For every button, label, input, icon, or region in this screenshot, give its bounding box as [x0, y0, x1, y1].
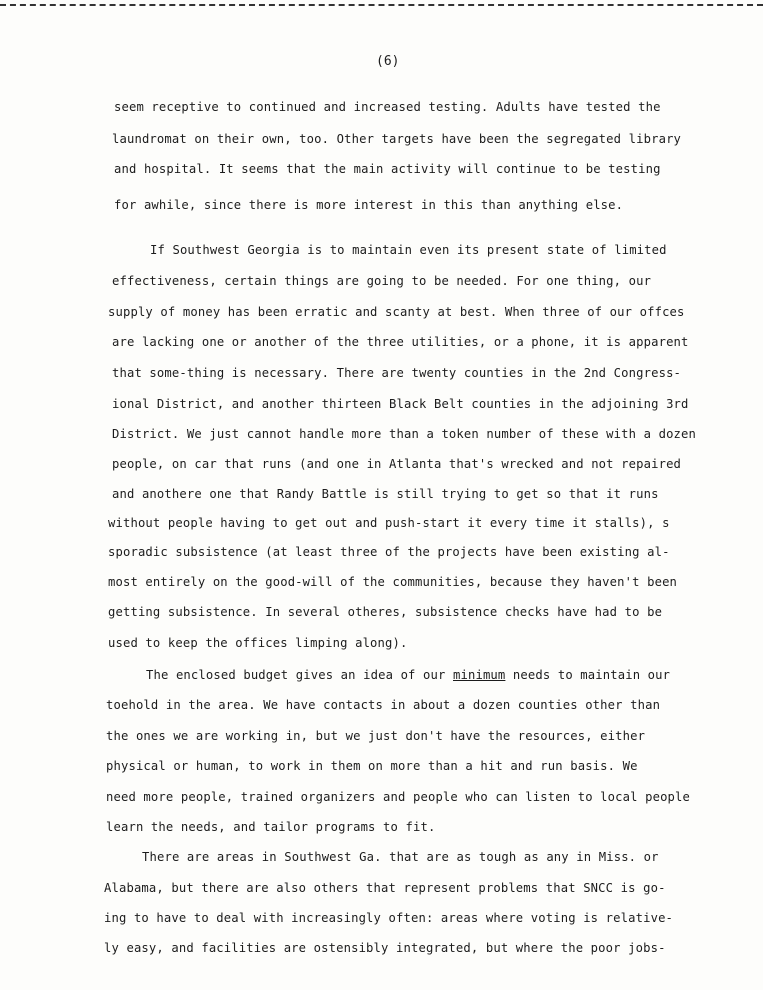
text-line: people, on car that runs (and one in Atlanta that's wrecked and not repaired: [112, 457, 682, 471]
text-line: effectiveness, certain things are going to be needed. For one thing, our: [112, 274, 652, 288]
text-line: toehold in the area. We have contacts in about a dozen counties other than: [106, 698, 661, 712]
text-line: the ones we are working in, but we just don't have the resources, either: [106, 729, 646, 743]
text-line: seem receptive to continued and increased testing. Adults have tested the: [114, 100, 661, 114]
text-line: There are areas in Southwest Ga. that are as tough as any in Miss. or: [142, 850, 659, 864]
text-line: learn the needs, and tailor programs to fit.: [106, 820, 436, 834]
text-line: sporadic subsistence (at least three of the projects have been existing al-: [108, 545, 670, 559]
text-line: used to keep the offices limping along).: [108, 636, 408, 650]
text-line: most entirely on the good-will of the communities, because they haven't been: [108, 575, 678, 589]
text-line: Alabama, but there are also others that represent problems that SNCC is go-: [104, 881, 666, 895]
text-line: ing to have to deal with increasingly often: areas where voting is relative-: [104, 911, 674, 925]
text-segment: The enclosed budget gives an idea of our: [146, 668, 453, 682]
text-line: laundromat on their own, too. Other targets have been the segregated library: [112, 132, 682, 146]
text-line: and hospital. It seems that the main activity will continue to be testing: [114, 162, 661, 176]
text-line: ly easy, and facilities are ostensibly integrated, but where the poor jobs-: [104, 941, 666, 955]
text-line: need more people, trained organizers and people who can listen to local people: [106, 790, 691, 804]
text-line: getting subsistence. In several otheres, subsistence checks have had to be: [108, 605, 663, 619]
text-line: are lacking one or another of the three utilities, or a phone, it is apparent: [112, 335, 689, 349]
text-segment: needs to maintain our: [505, 668, 671, 682]
text-line: District. We just cannot handle more than a token number of these with a dozen: [112, 427, 697, 441]
text-line: If Southwest Georgia is to maintain even its present state of limited: [150, 243, 667, 257]
text-line: [146, 668, 670, 682]
underlined-word: minimum: [453, 668, 506, 682]
text-line: physical or human, to work in them on more than a hit and run basis. We: [106, 759, 638, 773]
text-line: that some-thing is necessary. There are twenty counties in the 2nd Congress-: [112, 366, 682, 380]
text-line: without people having to get out and push-start it every time it stalls), s: [108, 516, 670, 530]
page-number: (6): [376, 54, 400, 69]
text-line: and anothere one that Randy Battle is still trying to get so that it runs: [112, 487, 659, 501]
page-top-edge: [0, 0, 763, 6]
text-line: for awhile, since there is more interest in this than anything else.: [114, 198, 624, 212]
text-line: supply of money has been erratic and scanty at best. When three of our offces: [108, 305, 685, 319]
text-line: ional District, and another thirteen Black Belt counties in the adjoining 3rd: [112, 397, 689, 411]
